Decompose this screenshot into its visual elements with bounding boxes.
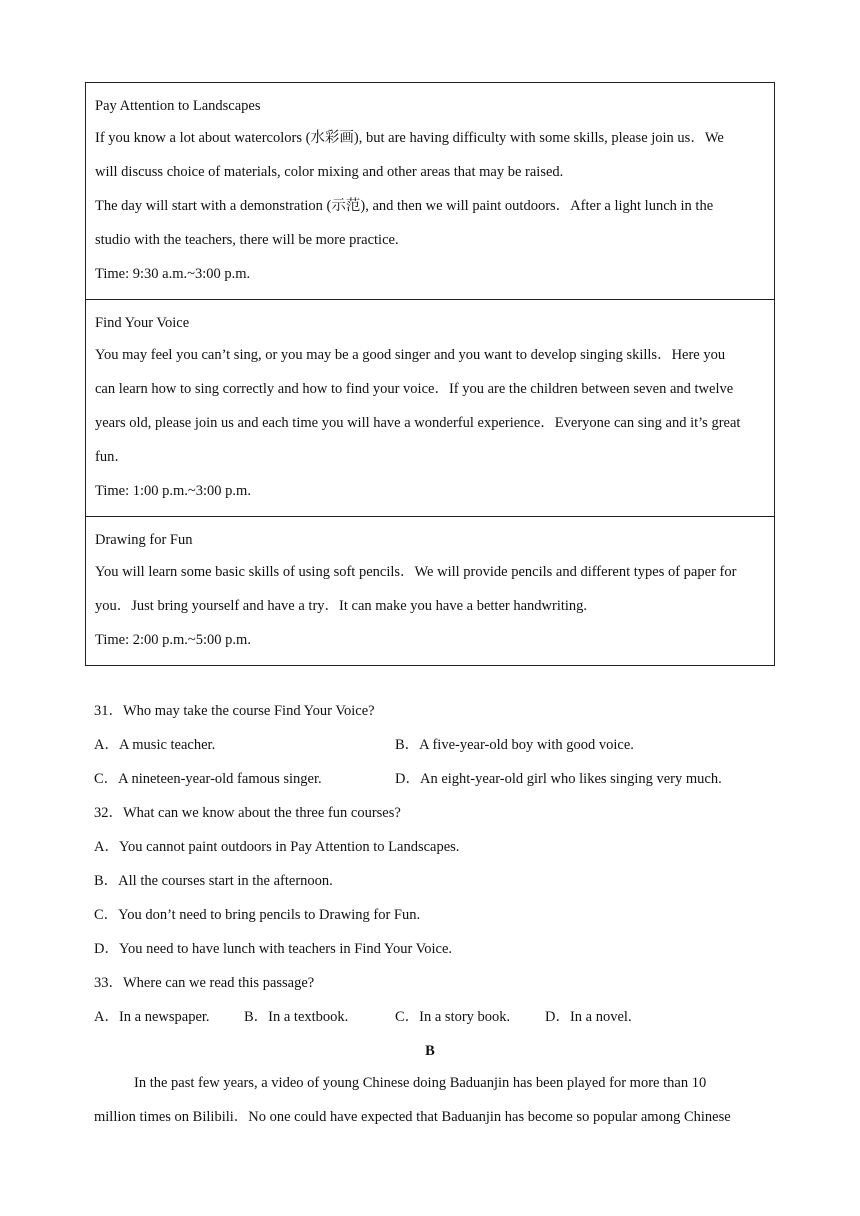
course-text-line: fun． bbox=[95, 449, 129, 465]
option-33-c: C．In a story book. bbox=[395, 1009, 511, 1025]
option-31-a: A．A music teacher. bbox=[94, 737, 216, 753]
option-32-c: C．You don’t need to bring pencils to Drawing for Fun. bbox=[94, 907, 421, 923]
course-text-line: you．Just bring yourself and have a try．It can make you have a better handwriting. bbox=[95, 598, 588, 614]
course-cell-voice bbox=[86, 300, 775, 517]
course-text-line: You may feel you can’t sing, or you may be a good singer and you want to develop singing skills．Here you bbox=[95, 347, 726, 363]
option-33-a: A．In a newspaper. bbox=[94, 1009, 210, 1025]
course-text-line: will discuss choice of materials, color mixing and other areas that may be raised. bbox=[95, 164, 564, 180]
option-31-d: D．An eight-year-old girl who likes singing very much. bbox=[395, 771, 722, 787]
course-time: Time: 2:00 p.m.~5:00 p.m. bbox=[95, 632, 251, 648]
questions-block bbox=[94, 694, 774, 1068]
course-text-line: You will learn some basic skills of using soft pencils．We will provide pencils and different types of paper for bbox=[95, 564, 737, 580]
option-32-b: B．All the courses start in the afternoon. bbox=[94, 873, 333, 889]
course-text-line: If you know a lot about watercolors (水彩画), but are having difficulty with some skills, please join us．We bbox=[95, 130, 724, 146]
course-time: Time: 1:00 p.m.~3:00 p.m. bbox=[95, 483, 251, 499]
section-b-passage bbox=[94, 1066, 774, 1134]
course-text-line: The day will start with a demonstration (示范), and then we will paint outdoors．After a light lunch in the bbox=[95, 198, 714, 214]
option-33-b: B．In a textbook. bbox=[244, 1009, 349, 1025]
course-cell-landscapes bbox=[86, 83, 775, 300]
question-stem-33: 33．Where can we read this passage? bbox=[94, 975, 315, 991]
course-row bbox=[86, 83, 775, 300]
option-32-d: D．You need to have lunch with teachers in Find Your Voice. bbox=[94, 941, 453, 957]
course-title: Find Your Voice bbox=[95, 315, 190, 331]
course-row bbox=[86, 517, 775, 666]
option-33-d: D．In a novel. bbox=[545, 1009, 632, 1025]
course-time: Time: 9:30 a.m.~3:00 p.m. bbox=[95, 266, 251, 282]
question-31-options-row1 bbox=[94, 728, 774, 762]
question-stem-32: 32．What can we know about the three fun courses? bbox=[94, 805, 401, 821]
course-cell-drawing bbox=[86, 517, 775, 666]
passage-line: million times on Bilibili．No one could have expected that Baduanjin has become so popular among Chinese bbox=[94, 1109, 731, 1125]
question-stem-31: 31．Who may take the course Find Your Voice? bbox=[94, 703, 375, 719]
option-31-b: B．A five-year-old boy with good voice. bbox=[395, 737, 634, 753]
courses-table bbox=[85, 82, 775, 666]
section-b-title: B bbox=[425, 1043, 435, 1059]
option-32-a: A．You cannot paint outdoors in Pay Attention to Landscapes. bbox=[94, 839, 460, 855]
course-row bbox=[86, 300, 775, 517]
passage-line: In the past few years, a video of young Chinese doing Baduanjin has been played for more than 10 bbox=[134, 1075, 707, 1091]
course-text-line: years old, please join us and each time you will have a wonderful experience．Everyone can sing and it’s great bbox=[95, 415, 741, 431]
question-31-options-row2 bbox=[94, 762, 774, 796]
course-title: Pay Attention to Landscapes bbox=[95, 98, 261, 114]
question-33-options-row bbox=[94, 1000, 774, 1034]
course-text-line: studio with the teachers, there will be more practice. bbox=[95, 232, 399, 248]
option-31-c: C．A nineteen-year-old famous singer. bbox=[94, 771, 322, 787]
course-text-line: can learn how to sing correctly and how to find your voice．If you are the children between seven and twelve bbox=[95, 381, 734, 397]
course-title: Drawing for Fun bbox=[95, 532, 193, 548]
